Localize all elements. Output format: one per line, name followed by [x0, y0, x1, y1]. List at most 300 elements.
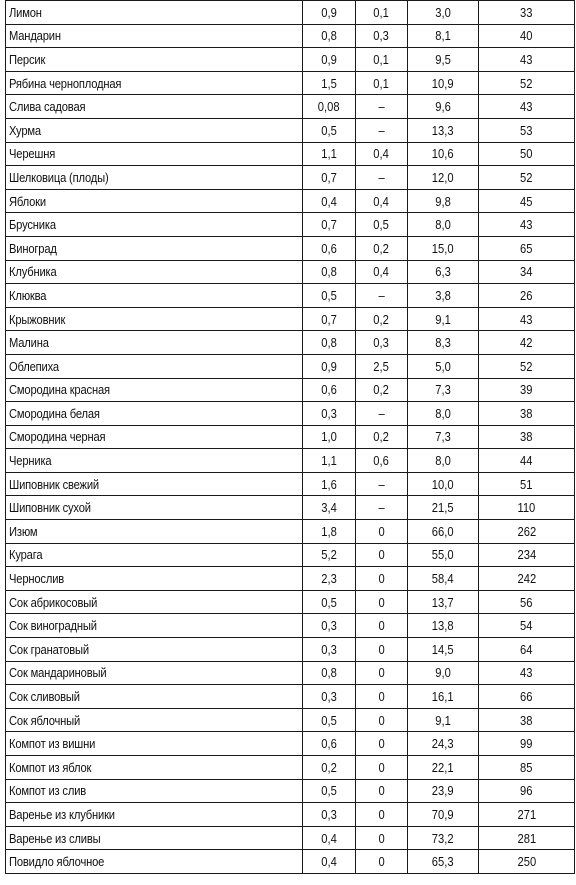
- kcal-cell: [479, 24, 575, 48]
- table-row: [6, 661, 575, 685]
- fat-cell-text: 0: [378, 783, 385, 799]
- product-name-cell-text: Персик: [9, 51, 46, 67]
- protein-cell-text: 3,4: [321, 500, 337, 516]
- protein-cell-text: 1,1: [321, 453, 337, 469]
- carbs-cell-text: 13,8: [432, 618, 454, 634]
- protein-cell-text: 2,3: [321, 571, 337, 587]
- carbs-cell-text: 3,8: [435, 287, 451, 303]
- kcal-cell-text: 281: [517, 830, 536, 846]
- carbs-cell: [408, 48, 479, 72]
- kcal-cell-text: 242: [517, 571, 536, 587]
- fat-cell: [356, 48, 408, 72]
- kcal-cell: [479, 1, 575, 25]
- kcal-cell-text: 43: [520, 99, 533, 115]
- kcal-cell-text: 52: [520, 358, 533, 374]
- fat-cell: [356, 307, 408, 331]
- product-name-cell-text: Рябина черноплодная: [9, 75, 122, 91]
- kcal-cell-text: 262: [517, 523, 536, 539]
- product-name-cell-text: Лимон: [9, 4, 42, 20]
- protein-cell: [303, 402, 356, 426]
- fat-cell: [356, 402, 408, 426]
- product-name-cell: [6, 378, 303, 402]
- protein-cell: [303, 543, 356, 567]
- table-row: [6, 354, 575, 378]
- kcal-cell: [479, 142, 575, 166]
- product-name-cell: [6, 826, 303, 850]
- table-row: [6, 71, 575, 95]
- carbs-cell: [408, 779, 479, 803]
- fat-cell-text: 0: [378, 547, 385, 563]
- product-name-cell: [6, 189, 303, 213]
- fat-cell-text: 0: [378, 806, 385, 822]
- kcal-cell: [479, 189, 575, 213]
- fat-cell: [356, 826, 408, 850]
- fat-cell: [356, 590, 408, 614]
- kcal-cell-text: 38: [520, 712, 533, 728]
- kcal-cell: [479, 260, 575, 284]
- fat-cell: [356, 496, 408, 520]
- product-name-cell-text: Сок яблочный: [9, 712, 81, 728]
- carbs-cell: [408, 543, 479, 567]
- fat-cell: [356, 472, 408, 496]
- protein-cell-text: 0,7: [321, 169, 337, 185]
- product-name-cell: [6, 24, 303, 48]
- table-row: [6, 307, 575, 331]
- kcal-cell: [479, 708, 575, 732]
- carbs-cell-text: 9,1: [435, 311, 451, 327]
- kcal-cell-text: 234: [517, 547, 536, 563]
- fat-cell: [356, 567, 408, 591]
- fat-cell: [356, 614, 408, 638]
- protein-cell-text: 0,3: [321, 806, 337, 822]
- carbs-cell-text: 9,8: [435, 193, 451, 209]
- fat-cell-text: 0: [378, 854, 385, 870]
- protein-cell-text: 0,4: [321, 193, 337, 209]
- fat-cell-text: 0,6: [373, 453, 390, 469]
- kcal-cell-text: 250: [517, 854, 536, 870]
- kcal-cell-text: 85: [520, 759, 533, 775]
- carbs-cell: [408, 24, 479, 48]
- kcal-cell: [479, 213, 575, 237]
- table-row: [6, 638, 575, 662]
- fat-cell-text: 2,5: [373, 358, 390, 374]
- table-row: [6, 260, 575, 284]
- carbs-cell-text: 15,0: [432, 240, 454, 256]
- carbs-cell-text: 9,1: [435, 712, 451, 728]
- product-name-cell: [6, 543, 303, 567]
- kcal-cell: [479, 496, 575, 520]
- product-name-cell: [6, 449, 303, 473]
- fat-cell: [356, 118, 408, 142]
- protein-cell: [303, 826, 356, 850]
- table-row: [6, 95, 575, 119]
- table-row: [6, 803, 575, 827]
- carbs-cell-text: 65,3: [432, 854, 454, 870]
- protein-cell-text: 0,7: [321, 217, 337, 233]
- product-name-cell: [6, 850, 303, 874]
- protein-cell: [303, 24, 356, 48]
- fat-cell: [356, 142, 408, 166]
- protein-cell-text: 0,3: [321, 641, 337, 657]
- carbs-cell: [408, 449, 479, 473]
- product-name-cell-text: Варенье из сливы: [9, 830, 101, 846]
- kcal-cell-text: 65: [520, 240, 533, 256]
- carbs-cell: [408, 402, 479, 426]
- kcal-cell-text: 43: [520, 51, 533, 67]
- kcal-cell: [479, 331, 575, 355]
- product-name-cell-text: Изюм: [9, 523, 38, 539]
- protein-cell-text: 0,5: [321, 712, 337, 728]
- carbs-cell: [408, 661, 479, 685]
- fat-cell: [356, 425, 408, 449]
- product-name-cell-text: Компот из яблок: [9, 759, 92, 775]
- carbs-cell: [408, 1, 479, 25]
- carbs-cell-text: 21,5: [432, 500, 454, 516]
- protein-cell: [303, 685, 356, 709]
- product-name-cell-text: Яблоки: [9, 193, 46, 209]
- fat-cell-text: 0,1: [373, 75, 390, 91]
- fat-cell: [356, 520, 408, 544]
- product-name-cell-text: Брусника: [9, 217, 56, 233]
- product-name-cell-text: Смородина красная: [9, 382, 110, 398]
- product-name-cell: [6, 118, 303, 142]
- product-name-cell-text: Шиповник свежий: [9, 476, 100, 492]
- fat-cell: [356, 354, 408, 378]
- protein-cell-text: 0,9: [321, 4, 337, 20]
- product-name-cell: [6, 590, 303, 614]
- carbs-cell: [408, 71, 479, 95]
- kcal-cell: [479, 425, 575, 449]
- protein-cell-text: 0,4: [321, 830, 337, 846]
- product-name-cell: [6, 732, 303, 756]
- fat-cell: [356, 189, 408, 213]
- protein-cell-text: 0,08: [318, 99, 340, 115]
- carbs-cell: [408, 685, 479, 709]
- fat-cell-text: 0: [378, 689, 385, 705]
- product-name-cell: [6, 472, 303, 496]
- fat-cell: [356, 449, 408, 473]
- product-name-cell-text: Сок мандариновый: [9, 665, 107, 681]
- product-name-cell-text: Крыжовник: [9, 311, 66, 327]
- product-name-cell-text: Курага: [9, 547, 43, 563]
- product-name-cell-text: Смородина черная: [9, 429, 106, 445]
- carbs-cell: [408, 118, 479, 142]
- fat-cell: [356, 378, 408, 402]
- protein-cell-text: 0,7: [321, 311, 337, 327]
- carbs-cell-text: 13,7: [432, 594, 454, 610]
- kcal-cell: [479, 354, 575, 378]
- carbs-cell-text: 8,3: [435, 335, 451, 351]
- product-name-cell-text: Облепиха: [9, 358, 59, 374]
- carbs-cell-text: 10,0: [432, 476, 454, 492]
- product-name-cell: [6, 331, 303, 355]
- table-row: [6, 166, 575, 190]
- protein-cell: [303, 803, 356, 827]
- fat-cell-text: 0: [378, 736, 385, 752]
- protein-cell: [303, 850, 356, 874]
- product-name-cell: [6, 95, 303, 119]
- fat-cell: [356, 260, 408, 284]
- product-name-cell: [6, 779, 303, 803]
- fat-cell-text: 0: [378, 665, 385, 681]
- carbs-cell: [408, 756, 479, 780]
- kcal-cell-text: 34: [520, 264, 533, 280]
- protein-cell: [303, 284, 356, 308]
- kcal-cell-text: 38: [520, 405, 533, 421]
- carbs-cell-text: 55,0: [432, 547, 454, 563]
- protein-cell: [303, 1, 356, 25]
- kcal-cell: [479, 638, 575, 662]
- table-row: [6, 520, 575, 544]
- fat-cell-text: 0,4: [373, 146, 390, 162]
- protein-cell-text: 0,6: [321, 382, 337, 398]
- product-name-cell: [6, 638, 303, 662]
- carbs-cell-text: 10,9: [432, 75, 454, 91]
- protein-cell-text: 1,8: [321, 523, 337, 539]
- carbs-cell: [408, 236, 479, 260]
- fat-cell-text: 0: [378, 641, 385, 657]
- carbs-cell-text: 9,0: [435, 665, 451, 681]
- protein-cell-text: 0,2: [321, 759, 337, 775]
- carbs-cell: [408, 614, 479, 638]
- kcal-cell: [479, 614, 575, 638]
- table-row: [6, 708, 575, 732]
- product-name-cell-text: Черника: [9, 453, 52, 469]
- kcal-cell: [479, 378, 575, 402]
- fat-cell-text: 0,2: [373, 382, 390, 398]
- protein-cell-text: 0,4: [321, 854, 337, 870]
- kcal-cell: [479, 850, 575, 874]
- kcal-cell-text: 96: [520, 783, 533, 799]
- protein-cell-text: 0,8: [321, 335, 337, 351]
- carbs-cell: [408, 331, 479, 355]
- carbs-cell: [408, 803, 479, 827]
- fat-cell-text: –: [378, 122, 385, 138]
- table-row: [6, 685, 575, 709]
- fat-cell-text: 0,2: [373, 311, 390, 327]
- protein-cell: [303, 166, 356, 190]
- product-name-cell: [6, 71, 303, 95]
- carbs-cell-text: 8,1: [435, 28, 451, 44]
- kcal-cell-text: 43: [520, 311, 533, 327]
- kcal-cell-text: 44: [520, 453, 533, 469]
- product-name-cell: [6, 567, 303, 591]
- table-row: [6, 1, 575, 25]
- fat-cell-text: 0,3: [373, 335, 390, 351]
- kcal-cell-text: 99: [520, 736, 533, 752]
- fat-cell: [356, 543, 408, 567]
- kcal-cell-text: 43: [520, 217, 533, 233]
- fat-cell-text: –: [378, 405, 385, 421]
- kcal-cell: [479, 236, 575, 260]
- carbs-cell-text: 14,5: [432, 641, 454, 657]
- fat-cell: [356, 803, 408, 827]
- table-row: [6, 402, 575, 426]
- kcal-cell: [479, 284, 575, 308]
- kcal-cell-text: 50: [520, 146, 533, 162]
- kcal-cell: [479, 402, 575, 426]
- protein-cell-text: 0,5: [321, 287, 337, 303]
- protein-cell: [303, 118, 356, 142]
- product-name-cell: [6, 166, 303, 190]
- carbs-cell-text: 66,0: [432, 523, 454, 539]
- kcal-cell: [479, 756, 575, 780]
- carbs-cell: [408, 425, 479, 449]
- protein-cell: [303, 260, 356, 284]
- protein-cell: [303, 48, 356, 72]
- kcal-cell-text: 51: [520, 476, 533, 492]
- product-name-cell-text: Сок виноградный: [9, 618, 97, 634]
- fat-cell-text: 0: [378, 571, 385, 587]
- product-name-cell-text: Чернослив: [9, 571, 65, 587]
- fat-cell: [356, 779, 408, 803]
- protein-cell: [303, 779, 356, 803]
- protein-cell: [303, 236, 356, 260]
- kcal-cell-text: 42: [520, 335, 533, 351]
- kcal-cell-text: 52: [520, 169, 533, 185]
- product-name-cell-text: Малина: [9, 335, 49, 351]
- fat-cell-text: –: [378, 500, 385, 516]
- carbs-cell: [408, 496, 479, 520]
- table-body: [6, 0, 575, 873]
- protein-cell-text: 5,2: [321, 547, 337, 563]
- protein-cell: [303, 425, 356, 449]
- protein-cell-text: 0,6: [321, 736, 337, 752]
- product-name-cell: [6, 213, 303, 237]
- fat-cell-text: 0,5: [373, 217, 390, 233]
- product-name-cell: [6, 496, 303, 520]
- fat-cell-text: 0,3: [373, 28, 390, 44]
- product-name-cell-text: Клубника: [9, 264, 57, 280]
- protein-cell-text: 0,3: [321, 689, 337, 705]
- carbs-cell-text: 8,0: [435, 453, 451, 469]
- product-name-cell-text: Черешня: [9, 146, 56, 162]
- protein-cell: [303, 638, 356, 662]
- carbs-cell: [408, 472, 479, 496]
- product-name-cell: [6, 685, 303, 709]
- carbs-cell-text: 7,3: [435, 382, 451, 398]
- protein-cell-text: 0,6: [321, 240, 337, 256]
- kcal-cell-text: 54: [520, 618, 533, 634]
- product-name-cell: [6, 425, 303, 449]
- carbs-cell-text: 23,9: [432, 783, 454, 799]
- carbs-cell-text: 70,9: [432, 806, 454, 822]
- kcal-cell: [479, 118, 575, 142]
- fat-cell-text: 0: [378, 594, 385, 610]
- fat-cell-text: 0,4: [373, 193, 390, 209]
- product-name-cell: [6, 803, 303, 827]
- carbs-cell: [408, 189, 479, 213]
- protein-cell: [303, 614, 356, 638]
- carbs-cell-text: 3,0: [435, 4, 451, 20]
- kcal-cell: [479, 48, 575, 72]
- product-name-cell-text: Шелковица (плоды): [9, 169, 109, 185]
- carbs-cell: [408, 590, 479, 614]
- fat-cell: [356, 95, 408, 119]
- table-row: [6, 213, 575, 237]
- product-name-cell-text: Клюква: [9, 287, 47, 303]
- kcal-cell: [479, 590, 575, 614]
- table-row: [6, 331, 575, 355]
- kcal-cell-text: 33: [520, 4, 533, 20]
- kcal-cell: [479, 449, 575, 473]
- carbs-cell-text: 8,0: [435, 217, 451, 233]
- product-name-cell: [6, 48, 303, 72]
- protein-cell-text: 1,5: [321, 75, 337, 91]
- table-row: [6, 425, 575, 449]
- carbs-cell: [408, 826, 479, 850]
- product-name-cell: [6, 236, 303, 260]
- protein-cell: [303, 567, 356, 591]
- fat-cell: [356, 71, 408, 95]
- table-row: [6, 590, 575, 614]
- protein-cell: [303, 661, 356, 685]
- kcal-cell: [479, 472, 575, 496]
- protein-cell: [303, 378, 356, 402]
- carbs-cell-text: 12,0: [432, 169, 454, 185]
- kcal-cell-text: 39: [520, 382, 533, 398]
- protein-cell: [303, 496, 356, 520]
- kcal-cell: [479, 685, 575, 709]
- carbs-cell: [408, 520, 479, 544]
- protein-cell-text: 0,8: [321, 264, 337, 280]
- protein-cell: [303, 449, 356, 473]
- kcal-cell: [479, 732, 575, 756]
- product-name-cell: [6, 756, 303, 780]
- table-row: [6, 284, 575, 308]
- protein-cell: [303, 189, 356, 213]
- table-row: [6, 756, 575, 780]
- product-name-cell-text: Хурма: [9, 122, 41, 138]
- kcal-cell: [479, 543, 575, 567]
- table-row: [6, 543, 575, 567]
- product-name-cell: [6, 284, 303, 308]
- product-name-cell: [6, 520, 303, 544]
- table-row: [6, 850, 575, 874]
- carbs-cell: [408, 213, 479, 237]
- product-name-cell-text: Слива садовая: [9, 99, 86, 115]
- kcal-cell: [479, 307, 575, 331]
- protein-cell-text: 0,5: [321, 122, 337, 138]
- carbs-cell-text: 6,3: [435, 264, 451, 280]
- table-row: [6, 189, 575, 213]
- kcal-cell-text: 45: [520, 193, 533, 209]
- fat-cell-text: 0: [378, 830, 385, 846]
- table-row: [6, 48, 575, 72]
- carbs-cell-text: 13,3: [432, 122, 454, 138]
- carbs-cell: [408, 708, 479, 732]
- protein-cell: [303, 590, 356, 614]
- fat-cell-text: 0: [378, 618, 385, 634]
- protein-cell-text: 1,1: [321, 146, 337, 162]
- fat-cell: [356, 708, 408, 732]
- fat-cell: [356, 1, 408, 25]
- product-name-cell-text: Смородина белая: [9, 405, 100, 421]
- fat-cell-text: 0: [378, 712, 385, 728]
- protein-cell-text: 1,0: [321, 429, 337, 445]
- table-row: [6, 236, 575, 260]
- fat-cell: [356, 284, 408, 308]
- kcal-cell-text: 64: [520, 641, 533, 657]
- fat-cell: [356, 331, 408, 355]
- fat-cell: [356, 661, 408, 685]
- carbs-cell-text: 5,0: [435, 358, 451, 374]
- fat-cell: [356, 732, 408, 756]
- protein-cell: [303, 95, 356, 119]
- protein-cell-text: 0,5: [321, 783, 337, 799]
- kcal-cell-text: 38: [520, 429, 533, 445]
- protein-cell: [303, 756, 356, 780]
